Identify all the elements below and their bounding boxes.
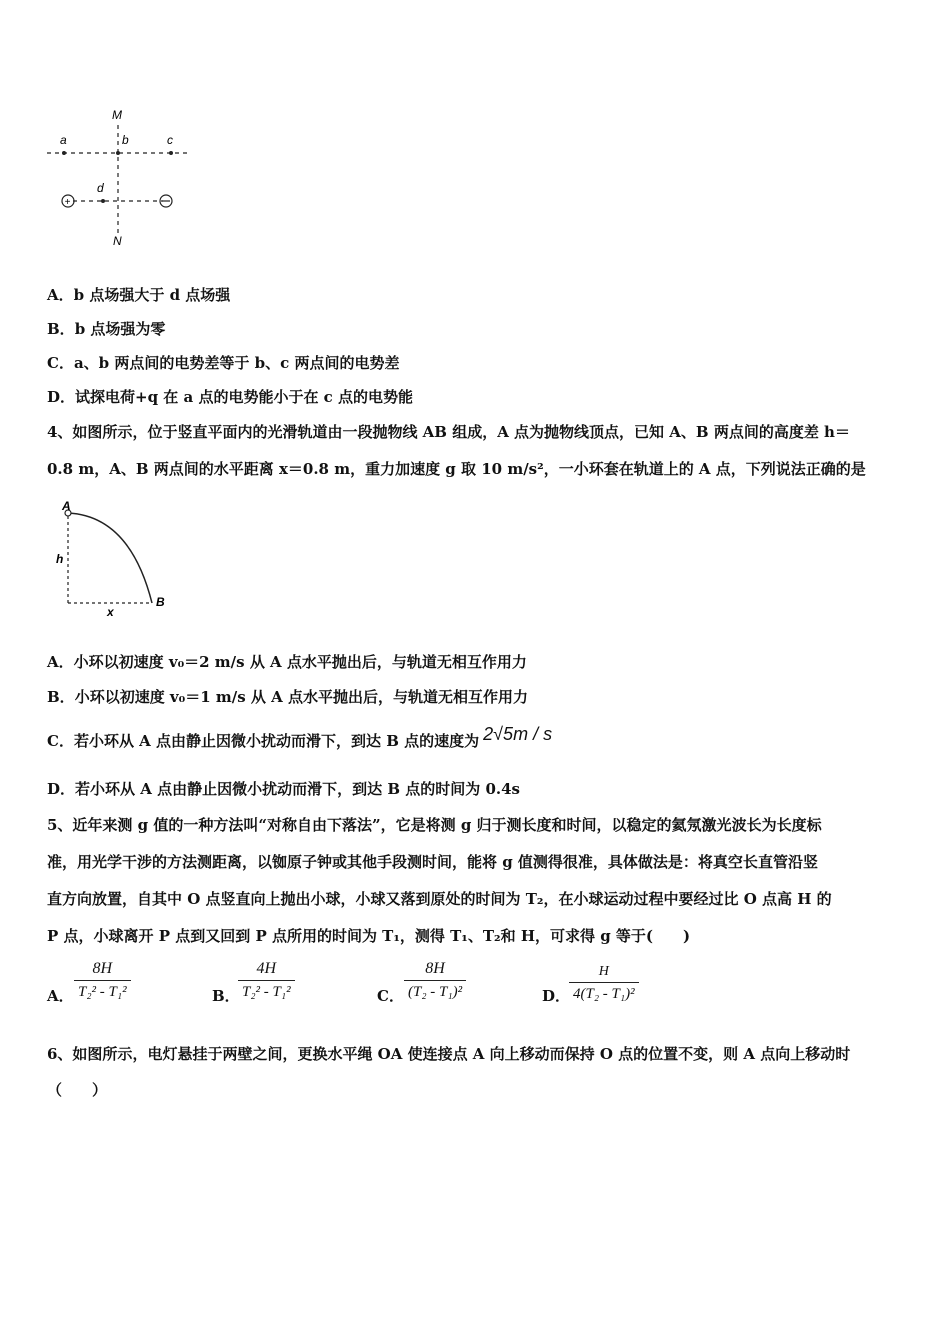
label-N: N bbox=[113, 234, 122, 248]
fraction-numerator: 8H bbox=[92, 960, 113, 977]
label-M: M bbox=[112, 108, 122, 122]
q4-stem-line1: 4、如图所示，位于竖直平面内的光滑轨道由一段抛物线 AB 组成，A 点为抛物线顶点，已知 A、B 两点间的高度差 h＝ bbox=[47, 423, 850, 441]
q5-option-b-fraction bbox=[238, 960, 295, 1001]
point-c bbox=[169, 151, 173, 155]
q5-option-d-fraction bbox=[569, 964, 639, 1003]
velocity-formula: 2√5m / s bbox=[483, 724, 553, 744]
q5-option-c-label: C． bbox=[377, 987, 404, 1005]
svg-text:+: + bbox=[64, 197, 71, 208]
point-d bbox=[101, 199, 105, 203]
parabola-track-figure bbox=[50, 498, 180, 620]
label-d: d bbox=[97, 181, 104, 195]
label-x: x bbox=[107, 605, 114, 619]
q4-option-a: A．小环以初速度 v₀＝2 m/s 从 A 点水平抛出后，与轨道无相互作用力 bbox=[47, 653, 527, 671]
charge-field-figure bbox=[45, 105, 195, 250]
q4-stem-line2: 0.8 m，A、B 两点间的水平距离 x＝0.8 m，重力加速度 g 取 10 m/s²，一小环套在轨道上的 A 点，下列说法正确的是 bbox=[47, 460, 866, 478]
q5-stem-line3: 直方向放置，自其中 O 点竖直向上抛出小球，小球又落到原处的时间为 T₂，在小球运动过程中要经过比 O 点高 H 的 bbox=[47, 890, 832, 908]
q4-option-c: C．若小环从 A 点由静止因微小扰动而滑下，到达 B 点的速度为 2√5m / s bbox=[47, 724, 553, 750]
fraction-numerator: H bbox=[598, 964, 609, 979]
q3-option-c: C．a、b 两点间的电势差等于 b、c 两点间的电势差 bbox=[47, 354, 400, 372]
q5-option-a-fraction bbox=[74, 960, 131, 1001]
q6-stem-line2: （ ） bbox=[47, 1081, 108, 1099]
parabola-curve bbox=[68, 513, 152, 603]
q5-option-c-fraction bbox=[404, 960, 466, 1001]
q5-stem-line2: 准，用光学干涉的方法测距离，以铷原子钟或其他手段测时间，能将 g 值测得很准，具体做法是：将真空长直管沿竖 bbox=[47, 853, 818, 871]
fraction-denominator: T₂² - T₁² bbox=[74, 980, 131, 1001]
q5-stem-line4: P 点，小球离开 P 点到又回到 P 点所用的时间为 T₁，测得 T₁、T₂和 H，可求得 g 等于( ) bbox=[47, 927, 691, 945]
point-a bbox=[62, 151, 66, 155]
fraction-denominator: 4(T₂ - T₁)² bbox=[569, 982, 639, 1003]
fraction-numerator: 4H bbox=[256, 960, 277, 977]
point-b bbox=[116, 151, 120, 155]
q5-stem-line1: 5、近年来测 g 值的一种方法叫“对称自由下落法”，它是将测 g 归于测长度和时间，以稳定的氦氖激光波长为长度标 bbox=[47, 816, 822, 834]
label-b: b bbox=[122, 133, 129, 147]
q5-option-b-label: B． bbox=[212, 987, 240, 1005]
q3-option-b: B．b 点场强为零 bbox=[47, 320, 166, 338]
fraction-denominator: T₂² - T₁² bbox=[238, 980, 295, 1001]
q6-stem-line1: 6、如图所示，电灯悬挂于两壁之间，更换水平绳 OA 使连接点 A 向上移动而保持 O 点的位置不变，则 A 点向上移动时 bbox=[47, 1045, 851, 1063]
label-A: A bbox=[62, 499, 71, 513]
q4-option-b: B．小环以初速度 v₀＝1 m/s 从 A 点水平抛出后，与轨道无相互作用力 bbox=[47, 688, 528, 706]
q5-option-d-label: D． bbox=[542, 987, 571, 1005]
q5-option-a-label: A． bbox=[47, 987, 74, 1005]
q3-option-a: A．b 点场强大于 d 点场强 bbox=[47, 286, 231, 304]
q4-option-d: D．若小环从 A 点由静止因微小扰动而滑下，到达 B 点的时间为 0.4s bbox=[47, 780, 520, 798]
fraction-denominator: (T₂ - T₁)² bbox=[404, 980, 466, 1001]
label-a: a bbox=[60, 133, 67, 147]
label-B: B bbox=[156, 595, 165, 609]
fraction-numerator: 8H bbox=[425, 960, 445, 977]
label-h: h bbox=[56, 552, 64, 566]
label-c: c bbox=[167, 133, 173, 147]
q3-option-d: D．试探电荷+q 在 a 点的电势能小于在 c 点的电势能 bbox=[47, 388, 414, 406]
